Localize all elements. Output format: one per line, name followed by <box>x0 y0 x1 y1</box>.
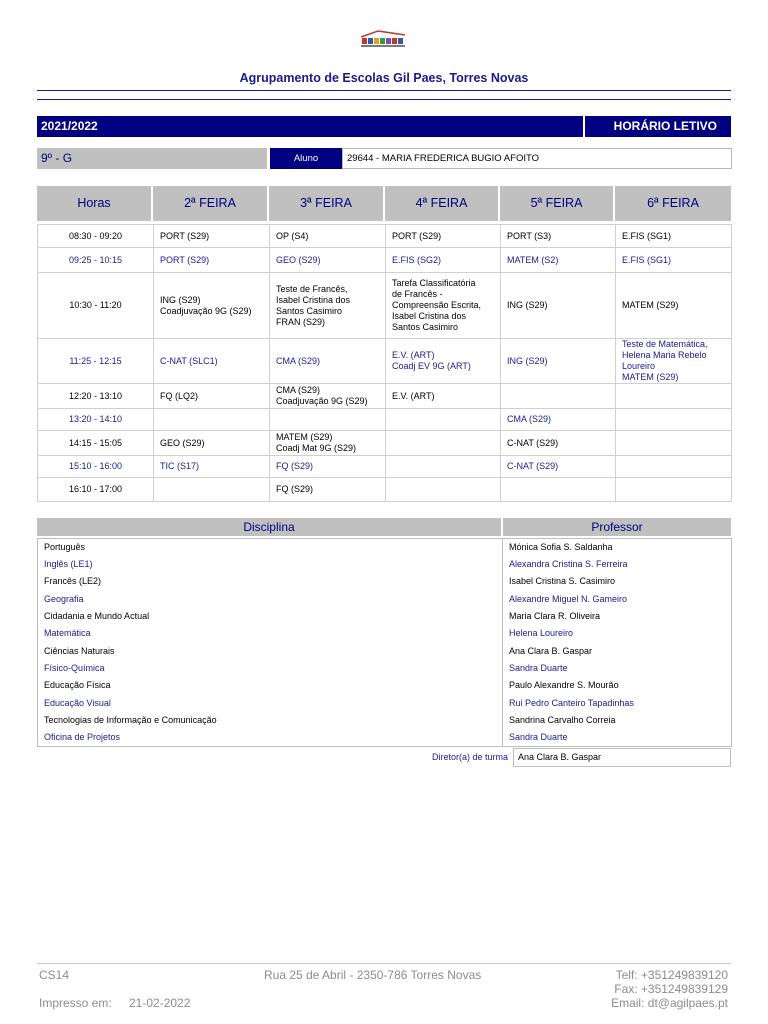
lesson-cell-wednesday <box>386 431 501 456</box>
lesson-line: C-NAT (SLC1) <box>160 355 218 366</box>
lesson-cell-friday <box>616 456 732 478</box>
col-header-discipline: Disciplina <box>37 518 501 536</box>
lesson-cell-monday <box>154 478 270 502</box>
period-time: 15:10 - 16:00 <box>38 456 154 478</box>
timetable-row <box>38 431 732 456</box>
lesson-cell-thursday <box>501 431 616 456</box>
lesson-cell-thursday <box>501 478 616 502</box>
subject-name: Francês (LE2) <box>44 576 102 587</box>
lesson-cell-friday <box>616 384 732 409</box>
lesson-line: Isabel Cristina dos <box>276 294 351 305</box>
teacher-name: Alexandre Miguel N. Gameiro <box>503 591 732 608</box>
lesson-line: Isabel Cristina dos <box>392 311 467 321</box>
lesson-line: PORT (S29) <box>160 254 210 265</box>
lesson-line: Coadj Mat 9G (S29) <box>276 443 357 453</box>
col-header-wednesday: 4ª FEIRA <box>385 186 500 221</box>
footer-email: Email: dt@agilpaes.pt <box>611 996 728 1010</box>
footer-phone: Telf: +351249839120 <box>615 968 728 982</box>
lesson-line: TIC (S17) <box>160 461 200 471</box>
lesson-cell-wednesday <box>386 409 501 431</box>
lesson-line: Tarefa Classificatória <box>392 278 476 288</box>
school-logo <box>358 28 408 50</box>
teacher-name: Sandra Duarte <box>503 729 732 747</box>
lesson-cell-monday <box>154 273 270 339</box>
timetable-row <box>38 339 732 384</box>
lesson-cell-thursday <box>501 273 616 339</box>
period-time: 13:20 - 14:10 <box>38 409 154 431</box>
lesson-cell-thursday <box>501 384 616 409</box>
footer-printed-label: Impresso em: <box>39 996 112 1010</box>
lesson-cell-friday <box>616 273 732 339</box>
subject-name: Cidadania e Mundo Actual <box>44 611 150 622</box>
lesson-line: E.V. (ART) <box>392 390 435 401</box>
lesson-cell-thursday <box>501 225 616 248</box>
lesson-cell-monday <box>154 456 270 478</box>
doc-type: HORÁRIO LETIVO <box>613 119 717 133</box>
col-header-hours: Horas <box>37 186 153 221</box>
footer-code: CS14 <box>39 968 70 982</box>
timetable <box>37 224 732 502</box>
col-header-teacher: Professor <box>503 518 731 536</box>
subject-row <box>38 712 732 729</box>
student-label: Aluno <box>270 148 342 169</box>
footer-printed-date: 21-02-2022 <box>129 996 191 1010</box>
lesson-cell-wednesday <box>386 225 501 248</box>
period-time: 12:20 - 13:10 <box>38 384 154 409</box>
timetable-row <box>38 273 732 339</box>
lesson-cell-friday <box>616 339 732 384</box>
timetable-row <box>38 478 732 502</box>
school-year-bar <box>37 116 583 137</box>
lesson-cell-wednesday <box>386 248 501 273</box>
lesson-line: ING (S29) <box>507 355 548 366</box>
subject-row <box>38 539 732 557</box>
subject-name: Ciências Naturais <box>44 645 115 656</box>
lesson-line: C-NAT (S29) <box>507 461 559 471</box>
subjects-header <box>37 518 731 536</box>
lesson-cell-friday <box>616 248 732 273</box>
lesson-line: Teste de Matemática, <box>622 339 708 349</box>
subject-row <box>38 694 732 711</box>
footer-fax: Fax: +351249839129 <box>614 982 728 996</box>
period-time: 09:25 - 10:15 <box>38 248 154 273</box>
timetable-row <box>38 409 732 431</box>
lesson-cell-wednesday <box>386 384 501 409</box>
period-time: 14:15 - 15:05 <box>38 431 154 456</box>
class-director-label: Diretor(a) de turma <box>431 752 508 762</box>
lesson-line: CMA (S29) <box>276 355 321 366</box>
lesson-cell-thursday <box>501 409 616 431</box>
teacher-name: Paulo Alexandre S. Mourão <box>503 677 732 694</box>
lesson-cell-tuesday <box>270 478 386 502</box>
lesson-cell-tuesday <box>270 384 386 409</box>
lesson-line: GEO (S29) <box>160 437 205 448</box>
timetable-row <box>38 225 732 248</box>
subject-row <box>38 677 732 694</box>
lesson-cell-tuesday <box>270 225 386 248</box>
subject-name: Educação Física <box>44 680 111 691</box>
lesson-line: PORT (S29) <box>160 230 210 241</box>
lesson-cell-friday <box>616 409 732 431</box>
subject-row <box>38 608 732 625</box>
subjects-table <box>37 538 732 747</box>
lesson-line: CMA (S29) <box>507 414 552 424</box>
subject-name: Oficina de Projetos <box>44 731 121 742</box>
lesson-line: E.FIS (SG2) <box>392 254 442 265</box>
lesson-line: FRAN (S29) <box>276 316 326 327</box>
footer-rule <box>37 963 731 964</box>
lesson-line: Santos Casimiro <box>392 322 459 332</box>
subject-name: Geografia <box>44 593 84 604</box>
period-time: 08:30 - 09:20 <box>38 225 154 248</box>
lesson-cell-thursday <box>501 456 616 478</box>
lesson-line: E.V. (ART) <box>392 350 435 360</box>
teacher-name: Ana Clara B. Gaspar <box>503 642 732 659</box>
period-time: 16:10 - 17:00 <box>38 478 154 502</box>
footer-address: Rua 25 de Abril - 2350-786 Torres Novas <box>264 968 482 982</box>
teacher-name: Rui Pedro Canteiro Tapadinhas <box>503 694 732 711</box>
subject-row <box>38 642 732 659</box>
lesson-line: FQ (S29) <box>276 484 314 494</box>
period-time: 11:25 - 12:15 <box>38 339 154 384</box>
lesson-cell-tuesday <box>270 248 386 273</box>
teacher-name: Sandra Duarte <box>503 660 732 677</box>
lesson-cell-wednesday <box>386 478 501 502</box>
subject-name: Português <box>44 542 86 552</box>
lesson-cell-monday <box>154 339 270 384</box>
lesson-line: FQ (S29) <box>276 461 314 471</box>
teacher-name: Mónica Sofia S. Saldanha <box>503 539 732 557</box>
lesson-cell-tuesday <box>270 339 386 384</box>
timetable-header <box>37 186 731 221</box>
subject-name: Físico-Química <box>44 662 105 673</box>
subject-name: Educação Visual <box>44 697 111 708</box>
lesson-line: FQ (LQ2) <box>160 390 199 401</box>
subject-row <box>38 591 732 608</box>
lesson-cell-thursday <box>501 248 616 273</box>
lesson-cell-thursday <box>501 339 616 384</box>
lesson-line: MATEM (S29) <box>622 300 679 310</box>
subject-row <box>38 556 732 573</box>
lesson-line: MATEM (S2) <box>507 254 559 265</box>
lesson-line: OP (S4) <box>276 230 309 241</box>
teacher-name: Alexandra Cristina S. Ferreira <box>503 556 732 573</box>
class-director-value: Ana Clara B. Gaspar <box>513 748 731 767</box>
lesson-cell-tuesday <box>270 409 386 431</box>
lesson-line: Coadjuvação 9G (S29) <box>160 305 252 316</box>
timetable-row <box>38 456 732 478</box>
class-name: 9º - G <box>37 148 267 169</box>
teacher-name: Helena Loureiro <box>503 625 732 642</box>
lesson-line: CMA (S29) <box>276 385 321 395</box>
subject-row <box>38 625 732 642</box>
lesson-cell-friday <box>616 431 732 456</box>
lesson-line: GEO (S29) <box>276 254 321 265</box>
lesson-line: PORT (S3) <box>507 230 552 241</box>
doc-type-bar <box>585 116 731 137</box>
col-header-thursday: 5ª FEIRA <box>500 186 615 221</box>
lesson-cell-friday <box>616 225 732 248</box>
timetable-row <box>38 248 732 273</box>
lesson-cell-wednesday <box>386 339 501 384</box>
lesson-line: Teste de Francês, <box>276 283 348 294</box>
period-time: 10:30 - 11:20 <box>38 273 154 339</box>
teacher-name: Isabel Cristina S. Casimiro <box>503 573 732 590</box>
subject-name: Tecnologias de Informação e Comunicação <box>44 714 217 725</box>
lesson-cell-wednesday <box>386 273 501 339</box>
lesson-line: MATEM (S29) <box>622 372 679 382</box>
lesson-line: de Francês - <box>392 289 443 299</box>
title-rule-bottom <box>37 99 731 100</box>
school-title: Agrupamento de Escolas Gil Paes, Torres Novas <box>239 71 529 85</box>
lesson-line: E.FIS (SG1) <box>622 230 672 241</box>
lesson-cell-tuesday <box>270 456 386 478</box>
lesson-line: C-NAT (S29) <box>507 437 559 448</box>
lesson-line: Compreensão Escrita, <box>392 300 482 310</box>
subject-row <box>38 660 732 677</box>
lesson-cell-tuesday <box>270 273 386 339</box>
lesson-cell-monday <box>154 248 270 273</box>
lesson-line: E.FIS (SG1) <box>622 254 672 265</box>
lesson-line: PORT (S29) <box>392 230 442 241</box>
timetable-row <box>38 384 732 409</box>
lesson-cell-wednesday <box>386 456 501 478</box>
subject-name: Inglês (LE1) <box>44 559 93 570</box>
lesson-line: Santos Casimiro <box>276 305 343 316</box>
school-year: 2021/2022 <box>41 119 98 133</box>
col-header-monday: 2ª FEIRA <box>153 186 269 221</box>
student-name: 29644 - MARIA FREDERICA BUGIO AFOITO <box>342 148 732 169</box>
teacher-name: Sandrina Carvalho Correia <box>503 712 732 729</box>
lesson-line: Coadjuvação 9G (S29) <box>276 396 368 406</box>
lesson-line: Coadj EV 9G (ART) <box>392 361 471 371</box>
subject-row <box>38 729 732 747</box>
lesson-cell-monday <box>154 225 270 248</box>
subject-name: Matemática <box>44 628 91 639</box>
lesson-cell-monday <box>154 431 270 456</box>
lesson-cell-friday <box>616 478 732 502</box>
subject-row <box>38 573 732 590</box>
col-header-tuesday: 3ª FEIRA <box>269 186 385 221</box>
col-header-friday: 6ª FEIRA <box>615 186 731 221</box>
lesson-cell-monday <box>154 384 270 409</box>
teacher-name: Maria Clara R. Oliveira <box>503 608 732 625</box>
lesson-cell-monday <box>154 409 270 431</box>
title-rule-top <box>37 90 731 91</box>
lesson-line: ING (S29) <box>507 300 548 310</box>
lesson-line: Loureiro <box>622 361 656 371</box>
lesson-cell-tuesday <box>270 431 386 456</box>
lesson-line: ING (S29) <box>160 294 201 305</box>
lesson-line: MATEM (S29) <box>276 432 333 442</box>
lesson-line: Helena Maria Rebelo <box>622 350 707 360</box>
